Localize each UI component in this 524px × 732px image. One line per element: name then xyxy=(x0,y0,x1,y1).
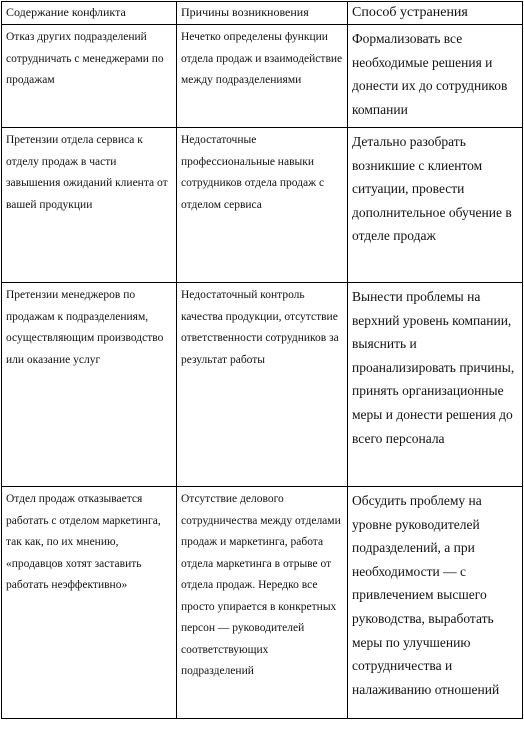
header-causes: Причины возникновения xyxy=(177,2,348,25)
cell-cause: Отсутствие делового сотрудничества между отделами продаж и маркетинга, работа отдела маркетинга в отрыве от отдела продаж. Нередко все просто упирается в конкретных персон — руководителей соответствующих подразделений xyxy=(177,487,348,719)
cell-solution: Формализовать все необходимые решения и донести их до сотрудников компании xyxy=(348,25,523,128)
table-row xyxy=(2,487,523,719)
table-row xyxy=(2,283,523,487)
cell-solution: Детально разобрать возникшие с клиентом ситуации, провести дополнительное обучение в отделе продаж xyxy=(348,128,523,283)
cell-cause: Нечетко определены функции отдела продаж и взаимодействие между подразделениями xyxy=(177,25,348,128)
cell-solution: Обсудить проблему на уровне руководителей подразделений, а при необходимости — с привлечением высшего руководства, выработать меры по улучшению сотрудничества и налаживанию отношений xyxy=(348,487,523,719)
conflict-table xyxy=(1,1,523,719)
table-header-row xyxy=(2,2,523,25)
cell-conflict-content: Отказ других подразделений сотрудничать с менеджерами по продажам xyxy=(2,25,177,128)
cell-conflict-content: Отдел продаж отказывается работать с отделом маркетинга, так как, по их мнению, «продавцов хотят заставить работать неэффективно» xyxy=(2,487,177,719)
header-conflict-content: Содержание конфликта xyxy=(2,2,177,25)
header-resolution: Способ устранения xyxy=(348,2,523,25)
cell-solution: Вынести проблемы на верхний уровень компании, выяснить и проанализировать причины, принять организационные меры и донести решения до всего персонала xyxy=(348,283,523,487)
cell-conflict-content: Претензии менеджеров по продажам к подразделениям, осуществляющим производство или оказание услуг xyxy=(2,283,177,487)
cell-cause: Недостаточные профессиональные навыки сотрудников отдела продаж с отделом сервиса xyxy=(177,128,348,283)
table-row xyxy=(2,25,523,128)
cell-conflict-content: Претензии отдела сервиса к отделу продаж в части завышения ожиданий клиента от вашей продукции xyxy=(2,128,177,283)
cell-cause: Недостаточный контроль качества продукции, отсутствие ответственности сотрудников за результат работы xyxy=(177,283,348,487)
table-row xyxy=(2,128,523,283)
